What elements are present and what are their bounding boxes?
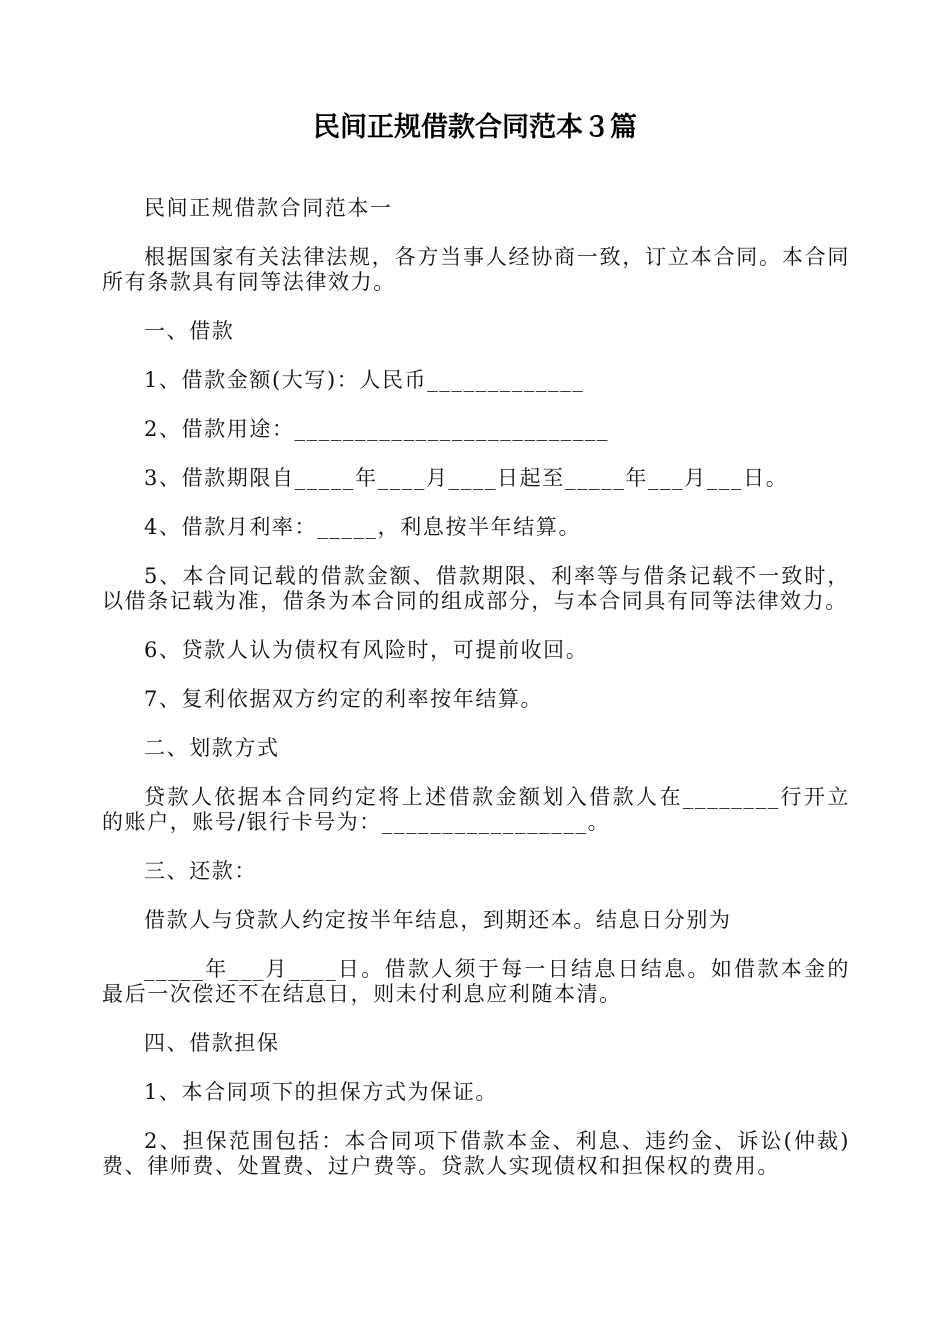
clause-early-recall: 6、贷款人认为债权有风险时，可提前收回。 [144,638,589,662]
section-heading-transfer: 二、划款方式 [144,736,280,760]
clause-loan-amount: 1、借款金额(大写)：人民币_____________ [144,368,585,392]
section-heading-loan: 一、借款 [144,319,235,343]
paragraph-subtitle: 民间正规借款合同范本一 [144,196,393,220]
clause-settlement-date: _____年___月____日。借款人须于每一日结息日结息。如借款本金的最后一次偿还不在结息日，则未付利息应利随本清。 [102,957,850,1006]
paragraph-preamble: 根据国家有关法律法规，各方当事人经协商一致，订立本合同。本合同所有条款具有同等法律效力。 [102,245,850,294]
clause-loan-term: 3、借款期限自_____年____月____日起至_____年___月___日。 [144,466,789,490]
document-body [102,196,850,1203]
document-title: 民间正规借款合同范本３篇 [313,112,637,143]
clause-compound-interest: 7、复利依据双方约定的利率按年结算。 [144,687,544,711]
clause-interest-rate: 4、借款月利率：_____，利息按半年结算。 [144,515,582,539]
section-heading-guarantee: 四、借款担保 [144,1031,280,1055]
clause-iou-precedence: 5、本合同记载的借款金额、借款期限、利率等与借条记载不一致时，以借条记载为准，借条为本合同的组成部分，与本合同具有同等法律效力。 [102,564,850,613]
clause-guarantee-method: 1、本合同项下的担保方式为保证。 [144,1080,498,1104]
clause-repayment-schedule: 借款人与贷款人约定按半年结息，到期还本。结息日分别为 [144,908,732,932]
section-heading-repayment: 三、还款： [144,859,257,883]
clause-loan-purpose: 2、借款用途：__________________________ [144,417,610,441]
clause-transfer-account: 贷款人依据本合同约定将上述借款金额划入借款人在________行开立的账户，账号/银行卡号为：_________________。 [102,785,850,834]
clause-guarantee-scope: 2、担保范围包括：本合同项下借款本金、利息、违约金、诉讼(仲裁)费、律师费、处置费、过户费等。贷款人实现债权和担保权的费用。 [102,1129,850,1178]
